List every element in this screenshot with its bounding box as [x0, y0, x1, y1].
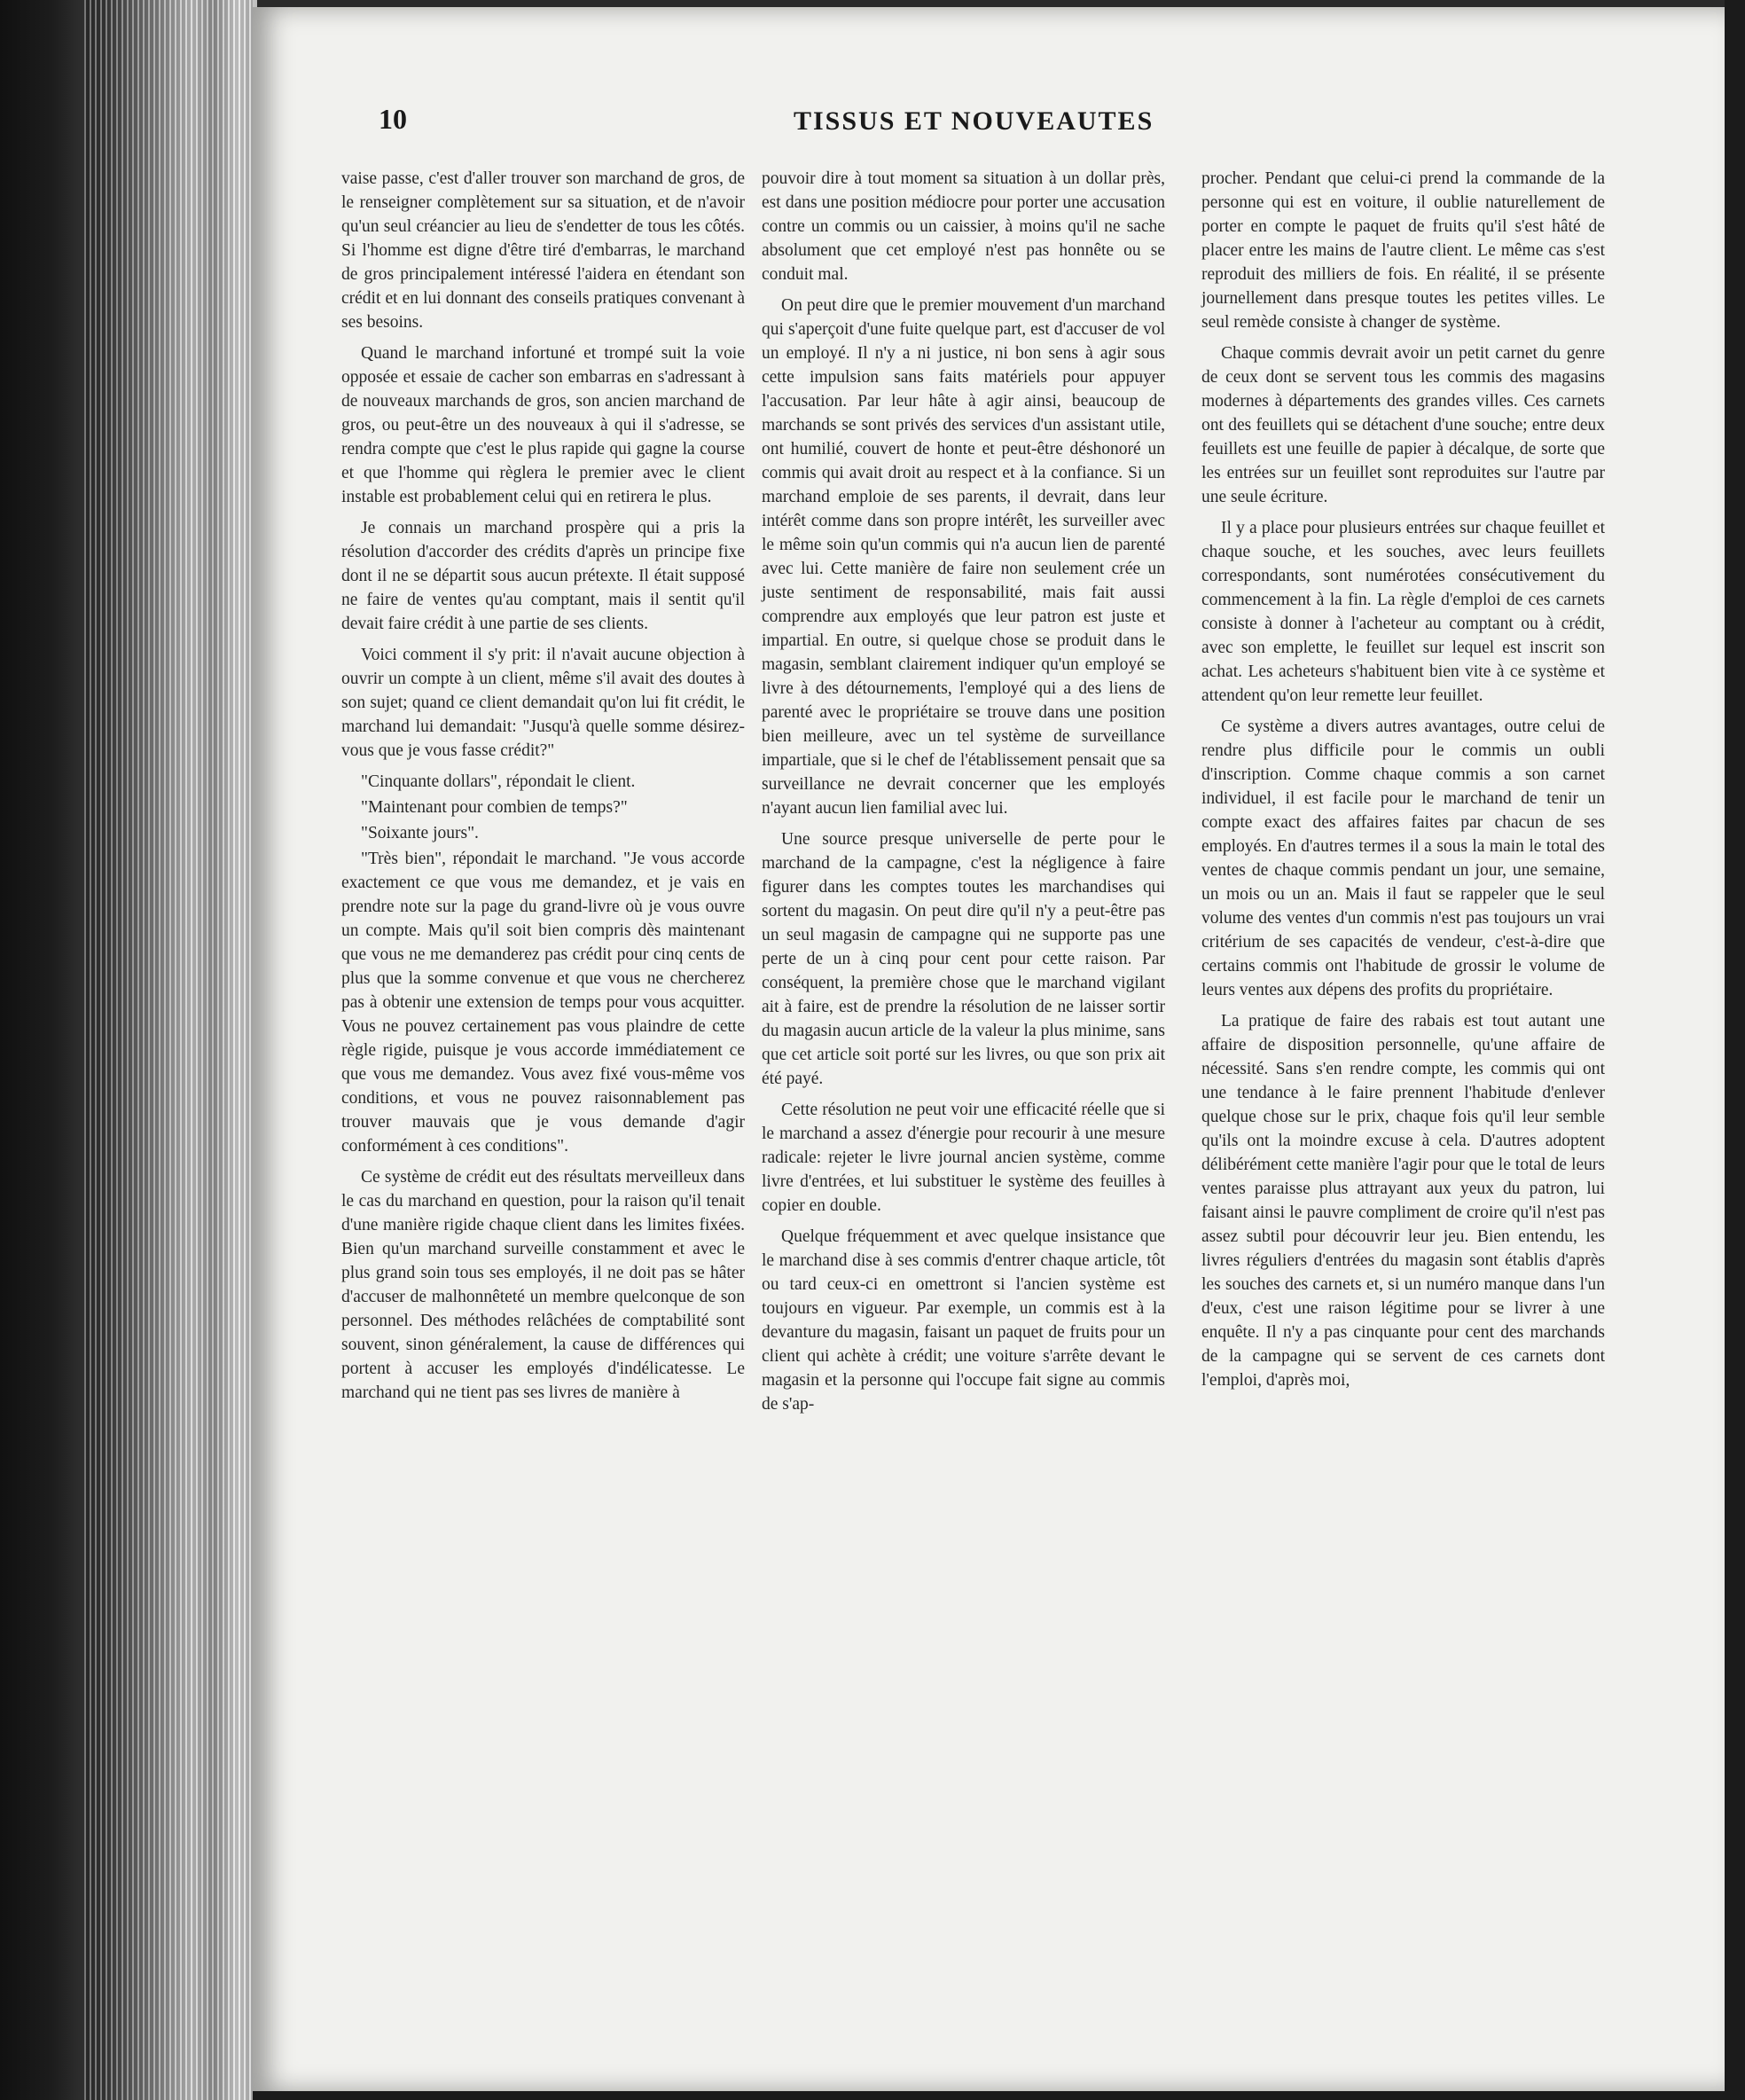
paragraph: Ce système a divers autres avantages, outre celui de rendre plus difficile pour le commis un oubli d'inscription. Comme chaque commis a son carnet individuel, il est facile pour le marchand de tenir un compte exact des affaires faites par chacun de ses employés. En d'autres termes il a sous la main le total des ventes de chaque commis pendant un jour, une semaine, un mois ou un an. Mais il faut se rappeler que le seul volume des ventes d'un commis n'est pas toujours un vrai critérium de ses capacités de vendeur, c'est-à-dire que certains commis ont l'habitude de grossir le volume de leurs ventes aux dépens des profits du propriétaire.	[1201, 717, 1605, 999]
paragraph: Ce système de crédit eut des résultats merveilleux dans le cas du marchand en question, pour la raison qu'il tenait d'une manière rigide chaque client dans les limites fixées. Bien qu'un marchand surveille constamment et avec le plus grand soin tous ses employés, il ne doit pas se hâter d'accuser de malhonnêteté un membre quelconque de son personnel. Des méthodes relâchées de comptabilité sont souvent, sinon généralement, la cause de différences qui portent à accuser les employés d'indélicatesse. Le marchand qui ne tient pas ses livres de manière à	[341, 1168, 745, 1402]
paragraph: "Très bien", répondait le marchand. "Je vous accorde exactement ce que vous me demandez, et je vais en prendre note sur la page du grand-livre où je vous ouvre un compte. Mais qu'il soit bien compris dès maintenant que vous ne me demanderez pas crédit pour cinq cents de plus que la somme convenue et que vous ne chercherez pas à obtenir une extension de temps pour vous acquitter. Vous ne pouvez certainement pas vous plaindre de cette règle rigide, puisque je vous accorde immédiatement ce que vous me demandez. Vous avez fixé vous-même vos conditions, et vous ne pouvez raisonnablement pas trouver mauvais que je vous demande d'agir conformément à ces conditions".	[341, 850, 745, 1156]
paragraph: La pratique de faire des rabais est tout autant une affaire de disposition personnelle, qu'une affaire de nécessité. Sans s'en rendre compte, les commis qui ont une tendance à le faire prennent l'habitude d'enlever quelque chose sur le prix, chaque fois qu'il leur semble qu'ils ont la moindre excuse à cela. D'autres adoptent délibérément cette manière l'agir pour que le total de leurs ventes paraisse plus attrayant aux yeux du patron, lui faisant ainsi le pauvre compliment de croire qu'il n'est pas assez subtil pour découvrir leur jeu. Bien entendu, les livres réguliers d'entrées du magasin sont établis d'après les souches des carnets et, si un numéro manque dans l'un d'eux, c'est une raison légitime pour se livrer à une enquête. Il n'y a pas cinquante pour cent des marchands de la campagne qui se servent de ces carnets dont l'emploi, d'après moi,	[1201, 1012, 1605, 1390]
book-page-edges	[0, 0, 257, 2100]
text-column-1	[341, 167, 745, 1412]
paragraph: "Cinquante dollars", répondait le client.	[361, 772, 636, 791]
paragraph: procher. Pendant que celui-ci prend la commande de la personne qui est en voiture, il oublie naturellement de porter en compte le paquet de fruits qu'il s'est hâté de placer entre les mains de l'autre client. Le même cas s'est reproduit des milliers de fois. En réalité, il se présente journellement dans presque toutes les petites villes. Le seul remède consiste à changer de système.	[1201, 169, 1605, 332]
paragraph: Cette résolution ne peut voir une efficacité réelle que si le marchand a assez d'énergie pour recourir à une mesure radicale: rejeter le livre journal ancien système, comme livre d'entrées, et lui substituer le système des feuilles à copier en double.	[762, 1101, 1165, 1215]
page-stack-stripes	[84, 0, 253, 2100]
paragraph: "Maintenant pour combien de temps?"	[361, 798, 628, 817]
book-page	[253, 7, 1725, 2091]
scan-border-right	[1725, 0, 1745, 2100]
paragraph: "Soixante jours".	[361, 824, 479, 842]
running-head-title: TISSUS ET NOUVEAUTES	[794, 106, 1154, 136]
paragraph: Voici comment il s'y prit: il n'avait aucune objection à ouvrir un compte à un client, même s'il avait des doutes à son sujet; quand ce client demandait qu'on lui fit crédit, le marchand lui demandait: "Jusqu'à quelle somme désirez-vous que je vous fasse crédit?"	[341, 646, 745, 760]
text-column-2	[762, 167, 1165, 1423]
paragraph: Quelque fréquemment et avec quelque insistance que le marchand dise à ses commis d'entrer chaque article, tôt ou tard ceux-ci en omettront si l'ancien système est toujours en vigueur. Par exemple, un commis est à la devanture du magasin, faisant un paquet de fruits pour un client qui achète à crédit; une voiture s'arrête devant le magasin et la personne qui l'occupe fait signe au commis de s'ap-	[762, 1227, 1165, 1414]
paragraph: Quand le marchand infortuné et trompé suit la voie opposée et essaie de cacher son embarras en s'adressant à de nouveaux marchands de gros, son ancien marchand de gros, ou peut-être un des nouveaux à qui il s'adresse, se rendra compte que c'est le plus rapide qui gagne la course et que l'homme qui règlera le premier avec le client instable est probablement celui qui en retirera le plus.	[341, 344, 745, 506]
paragraph: Chaque commis devrait avoir un petit carnet du genre de ceux dont se servent tous les commis des magasins modernes à départements des grandes villes. Ces carnets ont des feuillets qui se détachent d'une souche; entre deux feuillets est une feuille de papier à décalque, de sorte que les entrées sur un feuillet sont reproduites sur l'autre par une seule écriture.	[1201, 344, 1605, 506]
paragraph: Je connais un marchand prospère qui a pris la résolution d'accorder des crédits d'après un principe fixe dont il ne se départit sous aucun prétexte. Il était supposé ne faire de ventes qu'au comptant, mais il sentit qu'il devait faire crédit à une partie de ses clients.	[341, 519, 745, 633]
paragraph: Une source presque universelle de perte pour le marchand de la campagne, c'est la négligence à faire figurer dans les comptes toutes les marchandises qui sortent du magasin. On peut dire qu'il n'y a peut-être pas un seul magasin de campagne qui ne supporte pas une perte de un à cinq pour cent pour cette raison. Par conséquent, la première chose que le marchand vigilant ait à faire, est de prendre la résolution de ne laisser sortir du magasin aucun article de la valeur la plus minime, sans que cet article soit porté sur les livres, ou que son prix ait été payé.	[762, 830, 1165, 1088]
text-column-3	[1201, 167, 1605, 1399]
paragraph: vaise passe, c'est d'aller trouver son marchand de gros, de le renseigner complètement sur sa situation, et de n'avoir qu'un seul créancier au lieu de s'endetter de tous les côtés. Si l'homme est digne d'être tiré d'embarras, le marchand de gros principalement intéressé l'aidera en étendant son crédit et en lui donnant des conseils pratiques convenant à ses besoins.	[341, 169, 745, 332]
page-number: 10	[379, 103, 407, 135]
paragraph: Il y a place pour plusieurs entrées sur chaque feuillet et chaque souche, et les souches, avec leurs feuillets correspondants, sont numérotées consécutivement du commencement à la fin. La règle d'emploi de ces carnets consiste à donner à l'acheteur au comptant ou à crédit, avec son emplette, le feuillet sur lequel est inscrit son achat. Les acheteurs s'habituent bien vite à ce système et attendent qu'on leur remette leur feuillet.	[1201, 519, 1605, 705]
paragraph: On peut dire que le premier mouvement d'un marchand qui s'aperçoit d'une fuite quelque part, est d'accuser de vol un employé. Il n'y a ni justice, ni bon sens à agir sous cette impulsion sans faits matériels pour appuyer l'accusation. Par leur hâte à agir ainsi, beaucoup de marchands se sont privés des services d'un assistant utile, ont humilié, couvert de honte et peut-être déshonoré un commis qui avait droit au respect et à la confiance. Si un marchand emploie de ses parents, il devrait, dans leur intérêt comme dans son propre intérêt, les surveiller avec le même soin qu'un commis qui n'a aucun lien de parenté avec lui. Cette manière de faire non seulement crée un juste sentiment de responsabilité, mais fait aussi comprendre aux employés que leur patron est juste et impartial. En outre, si quelque chose se produit dans le magasin, semblant clairement indiquer qu'un employé se livre à des détournements, l'employé qui a des liens de parenté avec le propriétaire se trouve dans une position bien meilleure, avec un tel système de surveillance impartiale, que si le chef de l'établissement pensait que sa surveillance ne devrait concerner que les employés n'ayant aucun lien familial avec lui.	[762, 296, 1165, 818]
paragraph: pouvoir dire à tout moment sa situation à un dollar près, est dans une position médiocre pour porter une accusation contre un commis ou un caissier, à moins qu'il ne sache absolument que cet employé n'est pas honnête ou se conduit mal.	[762, 169, 1165, 284]
